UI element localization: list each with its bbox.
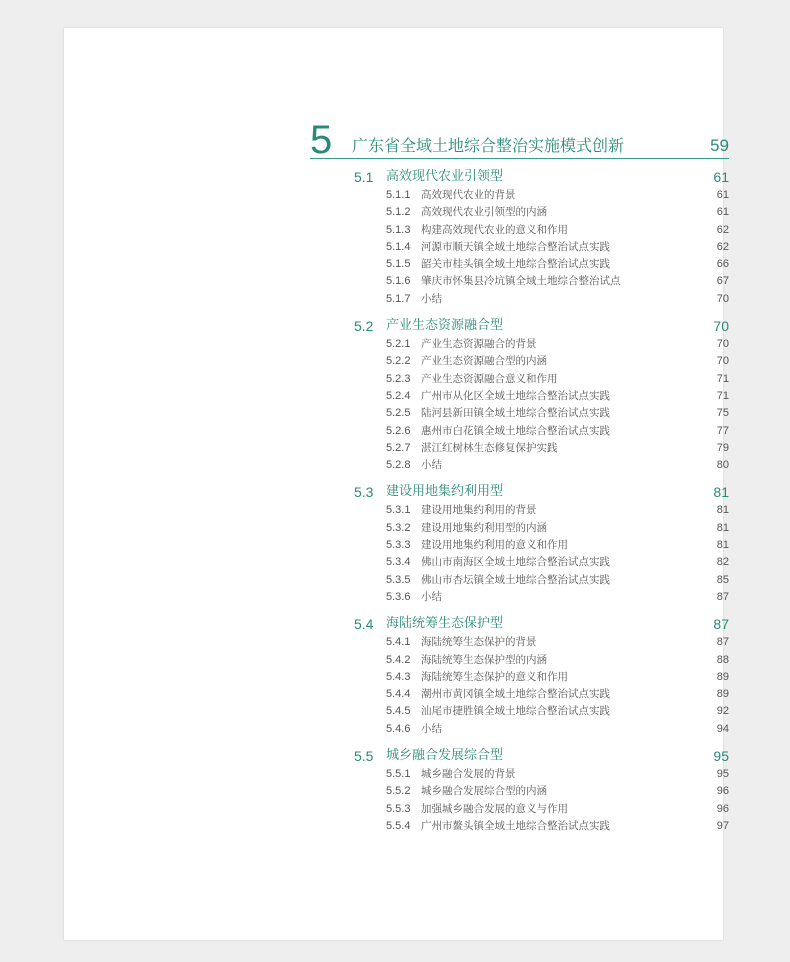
subsection-page: 96 (716, 802, 729, 815)
subsection-number: 5.5.2 (386, 785, 411, 798)
subsection-number: 5.2.5 (386, 407, 411, 420)
subsection-title: 汕尾市捷胜镇全域土地综合整治试点实践 (421, 705, 610, 718)
subsection-page: 85 (716, 573, 729, 586)
section-title: 高效现代农业引领型 (386, 169, 504, 184)
subsection-number: 5.1.4 (386, 240, 411, 253)
subsection-title: 海陆统筹生态保护的意义和作用 (421, 670, 568, 683)
subsection-entry[interactable] (310, 291, 729, 308)
subsection-entry[interactable] (310, 204, 729, 221)
chapter-number: 5 (310, 118, 333, 162)
subsection-page: 95 (716, 768, 729, 781)
subsection-title: 海陆统筹生态保护型的内涵 (421, 653, 547, 666)
subsection-entry[interactable] (310, 669, 729, 686)
subsection-page: 89 (716, 670, 729, 683)
subsection-number: 5.1.7 (386, 292, 411, 305)
subsection-page: 80 (716, 459, 729, 472)
subsection-entry[interactable] (310, 440, 729, 457)
subsection-entry[interactable] (310, 502, 729, 519)
subsection-number: 5.4.2 (386, 653, 411, 666)
subsection-entry[interactable] (310, 801, 729, 818)
subsection-number: 5.4.3 (386, 670, 411, 683)
subsection-entry[interactable] (310, 388, 729, 405)
subsection-entry[interactable] (310, 457, 729, 474)
subsection-entry[interactable] (310, 554, 729, 571)
subsection-page: 97 (716, 819, 729, 832)
subsection-entry[interactable] (310, 537, 729, 554)
subsection-title: 构建高效现代农业的意义和作用 (421, 223, 568, 236)
subsection-entry[interactable] (310, 256, 729, 273)
subsection-page: 88 (716, 653, 729, 666)
subsection-number: 5.3.4 (386, 556, 411, 569)
subsection-entry[interactable] (310, 818, 729, 835)
toc-section (310, 316, 729, 474)
subsection-number: 5.4.4 (386, 688, 411, 701)
subsection-title: 高效现代农业引领型的内涵 (421, 206, 547, 219)
subsection-title: 建设用地集约利用型的内涵 (421, 521, 547, 534)
subsection-title: 河源市顺天镇全域土地综合整治试点实践 (421, 240, 610, 253)
subsection-page: 94 (716, 722, 729, 735)
section-number: 5.1 (354, 169, 374, 185)
subsection-number: 5.5.1 (386, 768, 411, 781)
section-number: 5.5 (354, 748, 374, 765)
subsection-number: 5.3.5 (386, 573, 411, 586)
subsection-page: 81 (716, 504, 729, 517)
subsection-number: 5.1.2 (386, 206, 411, 219)
subsection-title: 小结 (421, 292, 442, 305)
subsection-entry[interactable] (310, 766, 729, 783)
subsection-page: 89 (716, 688, 729, 701)
subsection-entry[interactable] (310, 652, 729, 669)
subsection-number: 5.2.4 (386, 389, 411, 402)
toc-section (310, 167, 729, 308)
subsection-title: 城乡融合发展综合型的内涵 (421, 785, 547, 798)
section-title: 产业生态资源融合型 (386, 318, 504, 334)
subsection-page: 62 (716, 240, 729, 253)
subsection-page: 79 (716, 441, 729, 454)
subsection-page: 82 (716, 556, 729, 569)
subsection-number: 5.5.4 (386, 819, 411, 832)
subsection-number: 5.2.3 (386, 372, 411, 385)
subsection-number: 5.3.3 (386, 539, 411, 552)
section-page: 81 (713, 484, 729, 501)
section-page: 61 (713, 169, 729, 185)
subsection-page: 75 (716, 407, 729, 420)
section-entry[interactable] (310, 167, 729, 187)
section-title: 海陆统筹生态保护型 (386, 616, 504, 632)
subsection-page: 92 (716, 705, 729, 718)
subsection-title: 小结 (421, 722, 442, 735)
subsection-title: 产业生态资源融合的背景 (421, 338, 537, 351)
subsection-entry[interactable] (310, 783, 729, 800)
subsection-entry[interactable] (310, 721, 729, 738)
subsection-number: 5.3.6 (386, 590, 411, 603)
chapter-heading[interactable] (310, 118, 729, 162)
section-number: 5.4 (354, 616, 374, 633)
toc-section (310, 482, 729, 606)
section-page: 87 (713, 616, 729, 633)
document-page (64, 28, 729, 940)
subsection-number: 5.1.5 (386, 258, 411, 271)
subsection-page: 67 (716, 275, 729, 288)
subsection-number: 5.4.6 (386, 722, 411, 735)
subsection-number: 5.3.1 (386, 504, 411, 517)
subsection-entry[interactable] (310, 589, 729, 606)
toc-section (310, 746, 729, 835)
subsection-entry[interactable] (310, 187, 729, 204)
subsection-page: 77 (716, 424, 729, 437)
subsection-page: 61 (716, 189, 729, 201)
subsection-number: 5.4.5 (386, 705, 411, 718)
subsection-title: 小结 (421, 459, 442, 472)
subsection-page: 62 (716, 223, 729, 236)
section-entry[interactable] (310, 614, 729, 634)
subsection-entry[interactable] (310, 239, 729, 256)
subsection-entry[interactable] (310, 686, 729, 703)
subsection-title: 小结 (421, 590, 442, 603)
subsection-number: 5.1.3 (386, 223, 411, 236)
subsection-title: 产业生态资源融合型的内涵 (421, 355, 547, 368)
subsection-entry[interactable] (310, 353, 729, 370)
subsection-page: 61 (716, 206, 729, 219)
subsection-page: 96 (716, 785, 729, 798)
section-number: 5.3 (354, 484, 374, 501)
subsection-entry[interactable] (310, 371, 729, 388)
subsection-title: 建设用地集约利用的背景 (421, 504, 537, 517)
subsection-entry[interactable] (310, 520, 729, 537)
section-page: 70 (713, 318, 729, 335)
subsection-title: 广州市鳌头镇全域土地综合整治试点实践 (421, 819, 610, 832)
subsection-number: 5.1.6 (386, 275, 411, 288)
subsection-page: 81 (716, 539, 729, 552)
section-title: 城乡融合发展综合型 (386, 748, 504, 764)
subsection-title: 肇庆市怀集县冷坑镇全域土地综合整治试点 (421, 275, 621, 288)
subsection-page: 71 (716, 389, 729, 402)
subsection-number: 5.2.6 (386, 424, 411, 437)
subsection-title: 陆河县新田镇全域土地综合整治试点实践 (421, 407, 610, 420)
subsection-page: 87 (716, 590, 729, 603)
chapter-page: 59 (710, 136, 729, 155)
subsection-title: 佛山市杏坛镇全域土地综合整治试点实践 (421, 573, 610, 586)
subsection-page: 66 (716, 258, 729, 271)
subsection-title: 湛江红树林生态修复保护实践 (421, 441, 558, 454)
subsection-page: 70 (716, 292, 729, 305)
subsection-entry[interactable] (310, 336, 729, 353)
section-page: 95 (713, 748, 729, 765)
subsection-entry[interactable] (310, 572, 729, 589)
subsection-number: 5.2.8 (386, 459, 411, 472)
section-title: 建设用地集约利用型 (386, 484, 504, 500)
subsection-entry[interactable] (310, 423, 729, 440)
subsection-entry[interactable] (310, 703, 729, 720)
subsection-title: 城乡融合发展的背景 (421, 768, 516, 781)
subsection-title: 产业生态资源融合意义和作用 (421, 372, 558, 385)
subsection-title: 潮州市黄冈镇全域土地综合整治试点实践 (421, 688, 610, 701)
subsection-title: 韶关市桂头镇全域土地综合整治试点实践 (421, 258, 610, 271)
subsection-title: 海陆统筹生态保护的背景 (421, 636, 537, 649)
section-entry[interactable] (310, 482, 729, 502)
subsection-number: 5.1.1 (386, 189, 411, 201)
subsection-page: 81 (716, 521, 729, 534)
subsection-number: 5.4.1 (386, 636, 411, 649)
subsection-title: 惠州市白花镇全域土地综合整治试点实践 (421, 424, 610, 437)
subsection-page: 87 (716, 636, 729, 649)
section-number: 5.2 (354, 318, 374, 335)
chapter-title: 广东省全域土地综合整治实施模式创新 (352, 136, 625, 155)
subsection-number: 5.3.2 (386, 521, 411, 534)
subsection-entry[interactable] (310, 634, 729, 651)
section-entry[interactable] (310, 746, 729, 766)
toc-section (310, 614, 729, 738)
subsection-page: 70 (716, 338, 729, 351)
table-of-contents (310, 118, 729, 835)
subsection-page: 71 (716, 372, 729, 385)
subsection-entry[interactable] (310, 222, 729, 239)
subsection-title: 广州市从化区全域土地综合整治试点实践 (421, 389, 610, 402)
subsection-entry[interactable] (310, 273, 729, 290)
subsection-title: 佛山市南海区全域土地综合整治试点实践 (421, 556, 610, 569)
section-entry[interactable] (310, 316, 729, 336)
subsection-number: 5.2.1 (386, 338, 411, 351)
subsection-number: 5.5.3 (386, 802, 411, 815)
subsection-title: 建设用地集约利用的意义和作用 (421, 539, 568, 552)
subsection-page: 70 (716, 355, 729, 368)
subsection-number: 5.2.2 (386, 355, 411, 368)
subsection-title: 加强城乡融合发展的意义与作用 (421, 802, 568, 815)
subsection-title: 高效现代农业的背景 (421, 189, 516, 201)
subsection-number: 5.2.7 (386, 441, 411, 454)
subsection-entry[interactable] (310, 405, 729, 422)
